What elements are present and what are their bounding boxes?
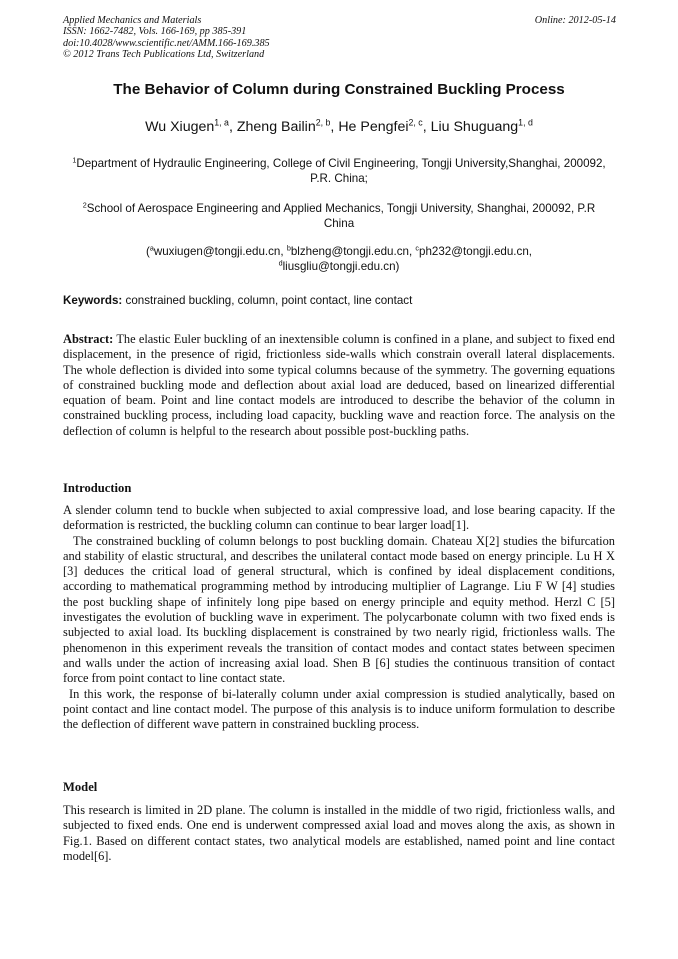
copyright-line: © 2012 Trans Tech Publications Ltd, Switzerland: [63, 49, 265, 61]
affil-text: Department of Hydraulic Engineering, College of Civil Engineering, Tongji University,Shanghai, 200092, P.R. China;: [76, 157, 606, 185]
email-c[interactable]: ph232@tongji.edu.cn,: [419, 245, 532, 258]
author-affil-mark: 1, a: [214, 117, 229, 128]
email-a[interactable]: wuxiugen@tongji.edu.cn,: [153, 245, 284, 258]
keywords-text: constrained buckling, column, point contact, line contact: [125, 294, 413, 307]
affil-mark: 2: [82, 200, 87, 210]
affil-text: School of Aerospace Engineering and Applied Mechanics, Tongji University, Shanghai, 200092, P.R China: [86, 202, 596, 230]
model-heading: Model: [63, 780, 98, 794]
affiliation-2: [70, 202, 608, 231]
journal-name: Applied Mechanics and Materials: [63, 15, 202, 26]
model-body: [63, 803, 615, 864]
issn-line: ISSN: 1662-7482, Vols. 166-169, pp 385-391: [63, 26, 247, 38]
author-affil-mark: 2, b: [315, 117, 331, 128]
doi-line: doi:10.4028/www.scientific.net/AMM.166-169.385: [63, 37, 270, 49]
introduction-body: [63, 503, 615, 732]
email-list: ($^a$wuxiugen@tongji.edu.cn, $^b$blzheng@tongji.edu.cn, $^c$ph232@tongji.edu.cn, $^d$liusgliu@tongji.edu.cn): [145, 243, 532, 273]
intro-paragraph: A slender column tend to buckle when subjected to axial compressive load, and lose bearing capacity. If the deformation is restricted, the buckling column can continue to bear larger load[1].: [63, 503, 615, 533]
affiliation-1: [70, 157, 608, 186]
intro-paragraph: The constrained buckling of column belongs to post buckling domain. Chateau X[2] studies the bifurcation and stability of elastic structural, and describes the unilateral contact mode based on energy principle. Lu H X [3] deduces the critical load of general structural, which is confined by ideal displacement conditions, according to mathematical programming method by introducing multiplier of Lagrange. Liu F W [4] studies the post buckling shape of infinitely long pipe based on energy principle and equity method. Herzl C [5] investigates the evolution of buckling wave in experiment. The polycarbonate column with two fixed ends is subjected to axial load. Its buckling displacement is constrained by two nearly rigid, frictionless walls. The phenomenon in this experiment reveals the transition of contact modes and contact states between specimen and walls under the action of increasing axial load. Shen B [6] studies the continuous transition of contact force from point contact to line contact state.: [63, 533, 615, 686]
abstract: [63, 332, 615, 439]
email-b[interactable]: blzheng@tongji.edu.cn,: [290, 245, 413, 258]
paper-title: The Behavior of Column during Constrained Buckling Process: [113, 81, 565, 98]
author-affil-mark: 1, d: [518, 117, 533, 128]
abstract-text: The elastic Euler buckling of an inextensible column is confined in a plane, and subject to fixed end displacement, in the presence of rigid, frictionless side-walls which constrain overall lateral displacements. The whole deflection is divided into some typical columns because of the symmetry. The governing equations of constrained buckling mode and deflection about axial load are deduced, based on linearized differential equation of beam. Point and line contact models are introduced to describe the behavior of the column in constrained buckling process, including load capacity, buckling wave and reaction force. The analysis on the deflection of column is helpful to the research about possible post-buckling paths.: [63, 332, 616, 438]
model-paragraph: This research is limited in 2D plane. The column is installed in the middle of two rigid, frictionless walls, and subjected to fixed ends. One end is underwent compressed axial load and moves along the axis, as shown in Fig.1. Based on different contact states, two analytical models are established, named point and line contact model[6].: [63, 803, 615, 863]
journal-header: [63, 15, 616, 61]
online-date: Online: 2012-05-14: [534, 15, 616, 26]
keywords: [63, 294, 616, 307]
keywords-label: Keywords:: [63, 294, 123, 307]
author-name: He Pengfei: [338, 119, 409, 135]
intro-paragraph: In this work, the response of bi-laterally column under axial compression is studied analytically, based on point contact and line contact model. The purpose of this analysis is to induce uniform formulation to describe the deflection of different wave pattern in constrained buckling process.: [63, 686, 615, 732]
email-d[interactable]: liusgliu@tongji.edu.cn): [282, 259, 400, 273]
author-name: Liu Shuguang: [430, 119, 519, 135]
author-affil-mark: 2, c: [408, 117, 423, 128]
introduction-heading: Introduction: [63, 481, 132, 495]
author-name: Zheng Bailin: [236, 119, 316, 135]
affil-mark: 1: [72, 155, 77, 165]
author-list: Wu Xiugen$^{1, a}$, Zheng Bailin$^{2, b}$, He Pengfei$^{2, c}$, Liu Shuguang$^{1, d}$: [145, 117, 533, 135]
author-name: Wu Xiugen: [145, 119, 215, 135]
abstract-label: Abstract:: [63, 332, 114, 346]
